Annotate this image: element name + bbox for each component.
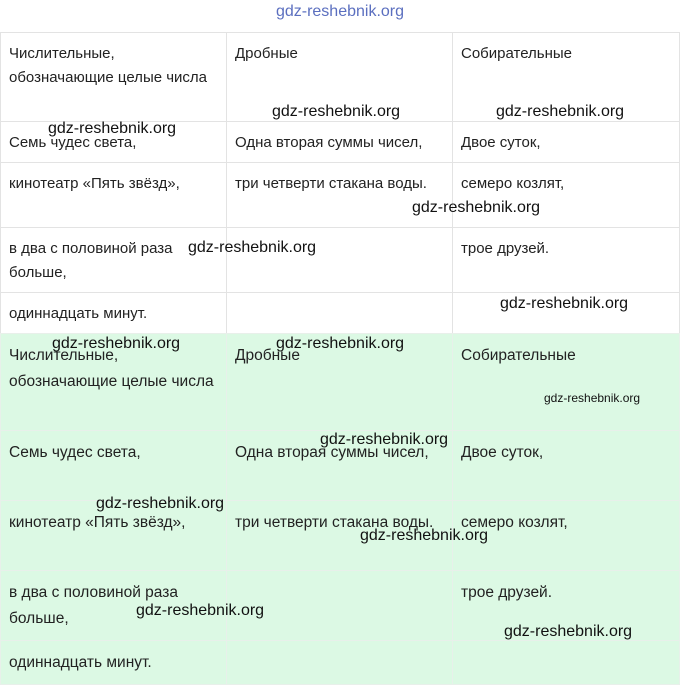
table-cell: Семь чудес света, [1,431,227,501]
table-cell: Одна вторая суммы чисел, [227,122,453,163]
table-row [1,228,680,293]
watermark-text: gdz-reshebnik.org [320,431,449,448]
header-cell-integers: Числительные, обозначающие целые числа [1,33,227,122]
table-cell: кинотеатр «Пять звёзд», [1,501,227,571]
header-cell-collective: Собирательные [453,334,680,431]
header-cell-fractions: Дробные [227,33,453,122]
table-cell: трое друзей. [453,228,680,293]
table-cell: Двое суток, [453,431,680,501]
table-cell: в два с половиной раза больше, [1,228,227,293]
table-cell: кинотеатр «Пять звёзд», [1,163,227,228]
site-header[interactable]: gdz-reshebnik.org [275,3,405,20]
watermark-text: gdz-reshebnik.org [188,239,317,256]
watermark-text: gdz-reshebnik.org [412,199,541,216]
watermark-text: gdz-reshebnik.org [276,335,405,352]
table-cell [453,641,680,685]
watermark-text: gdz-reshebnik.org [500,295,629,312]
watermark-text: gdz-reshebnik.org [272,103,401,120]
table-row [1,641,680,685]
table-cell: одиннадцать минут. [1,293,227,334]
table-cell: Одна вторая суммы чисел, [227,431,453,501]
watermark-text: gdz-reshebnik.org [136,602,265,619]
table-cell: три четверти стакана воды. [227,163,453,228]
table-cell: в два с половиной раза больше, [1,571,227,641]
table-cell [227,293,453,334]
watermark-text: gdz-reshebnik.org [504,623,633,640]
header-cell-collective: Собирательные [453,33,680,122]
table-cell: Семь чудес света, [1,122,227,163]
watermark-text: gdz-reshebnik.org [96,495,225,512]
watermark-text: gdz-reshebnik.org [48,120,177,137]
table-cell [227,641,453,685]
numerals-table-task [0,32,680,334]
table-row [1,163,680,228]
watermark-text: gdz-reshebnik.org [52,335,181,352]
watermark-text: gdz-reshebnik.org [496,103,625,120]
header-cell-integers: Числительные, обозначающие целые числа [1,334,227,431]
watermark-text: gdz-reshebnik.org [360,527,489,544]
table-cell: трое друзей. [453,571,680,641]
table-cell: одиннадцать минут. [1,641,227,685]
table-cell: семеро козлят, [453,163,680,228]
table-cell: три четверти стакана воды. [227,501,453,571]
table-cell: семеро козлят, [453,501,680,571]
table-cell [227,228,453,293]
watermark-text: gdz-reshebnik.org [544,391,641,405]
header-cell-fractions: Дробные [227,334,453,431]
table-cell: Двое суток, [453,122,680,163]
